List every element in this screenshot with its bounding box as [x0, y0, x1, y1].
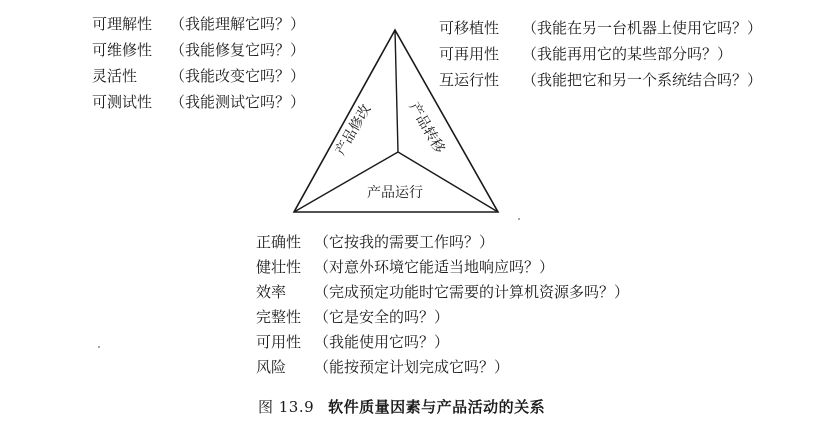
factor-question: （我能在另一台机器上使用它吗？） — [522, 19, 763, 37]
factor-question: （它按我的需要工作吗？） — [314, 233, 495, 251]
factor-name: 灵活性 — [92, 67, 138, 85]
scan-speck — [518, 218, 520, 220]
quality-triangle-diagram — [280, 20, 510, 220]
factor-question: （我能使用它吗？） — [314, 333, 450, 351]
factor-question: （我能把它和另一个系统结合吗？） — [522, 71, 763, 89]
factor-name: 完整性 — [256, 308, 302, 326]
label-product-revision: 产品修改 — [332, 101, 375, 159]
divider-left — [294, 152, 398, 212]
factor-name: 可测试性 — [92, 93, 153, 111]
factor-question: （我能再用它的某些部分吗？） — [522, 45, 733, 63]
factor-name: 正确性 — [256, 233, 302, 251]
label-product-operation: 产品运行 — [367, 185, 423, 201]
factor-name: 可移植性 — [439, 19, 500, 37]
figure-number: 图 13.9 — [258, 398, 315, 416]
divider-right — [398, 152, 498, 212]
factor-question: （完成预定功能时它需要的计算机资源多吗？） — [314, 283, 630, 301]
factor-name: 可再用性 — [439, 45, 500, 63]
factor-question: （对意外环境它能适当地响应吗？） — [314, 258, 555, 276]
label-product-transition: 产品转移 — [405, 99, 448, 157]
factor-question: （我能改变它吗？） — [170, 67, 306, 85]
factor-name: 互运行性 — [439, 71, 500, 89]
factor-name: 效率 — [256, 283, 287, 301]
factor-name: 健壮性 — [256, 258, 302, 276]
factor-name: 可维修性 — [92, 41, 153, 59]
factor-name: 风险 — [256, 358, 287, 376]
factor-name: 可理解性 — [92, 15, 153, 33]
factor-name: 可用性 — [256, 333, 302, 351]
factor-question: （我能理解它吗？） — [170, 15, 306, 33]
factor-question: （它是安全的吗？） — [314, 308, 450, 326]
factor-question: （我能修复它吗？） — [170, 41, 306, 59]
figure-title: 软件质量因素与产品活动的关系 — [328, 398, 546, 416]
scan-speck — [98, 346, 100, 348]
divider-top — [395, 30, 398, 152]
figure-caption — [258, 396, 545, 417]
factor-question: （能按预定计划完成它吗？） — [314, 358, 510, 376]
factor-question: （我能测试它吗？） — [170, 93, 306, 111]
